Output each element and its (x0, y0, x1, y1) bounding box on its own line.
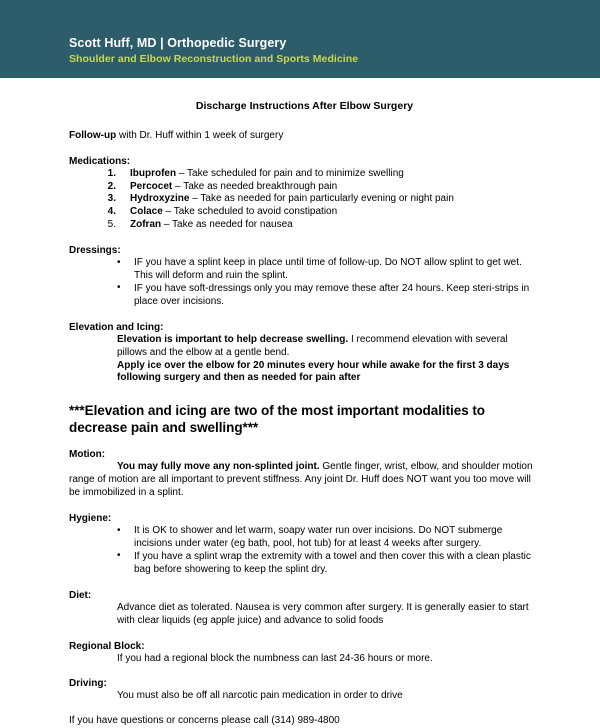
list-number: 1. (107, 167, 116, 179)
driving-body: You must also be off all narcotic pain medication in order to drive (117, 690, 403, 702)
list-item (117, 525, 540, 551)
medication-name: Ibuprofen (130, 167, 177, 179)
icing-instruction: Apply ice over the elbow for 20 minutes every hour while awake for the first 3 days following surgery and then as needed for pain after (117, 359, 510, 384)
list-item (100, 168, 540, 181)
bullet-icon: • (117, 282, 121, 294)
elevation-emphasis: Elevation is important to help decrease swelling. (117, 333, 349, 345)
elevation-icing-body (117, 334, 540, 386)
practice-specialty: Shoulder and Elbow Reconstruction and Sports Medicine (69, 53, 359, 65)
elevation-text: I recommend elevation with several pillows and the elbow at a gentle bend. (117, 333, 508, 358)
motion-emphasis: You may fully move any non-splinted joint. (117, 461, 320, 473)
list-item (117, 283, 540, 309)
practice-name: Scott Huff, MD | Orthopedic Surgery (69, 36, 287, 50)
medication-instruction: – Take scheduled to avoid constipation (162, 206, 338, 218)
section-heading-regional-block: Regional Block: (69, 640, 145, 652)
hygiene-list (69, 525, 540, 577)
callout-emphasis: ***Elevation and icing are two of the most important modalities to decrease pain and swelling*** (69, 403, 486, 436)
medication-name: Hydroxyzine (130, 193, 190, 205)
medications-list (69, 168, 540, 233)
followup-text: with Dr. Huff within 1 week of surgery (116, 130, 284, 141)
document-body (0, 78, 600, 728)
footer-contact-line: If you have questions or concerns please call (314) 989-4800 (69, 715, 340, 727)
list-item (117, 257, 540, 283)
motion-body (69, 461, 540, 500)
list-number: 5. (107, 219, 116, 231)
list-number: 3. (107, 193, 116, 205)
dressings-list (69, 257, 540, 309)
list-item-text: IF you have a splint keep in place until time of follow-up. Do NOT allow splint to get wet. This will deform and ruin the splint. (134, 257, 522, 282)
list-item-text: It is OK to shower and let warm, soapy water run over incisions. Do NOT submerge incisions under water (eg bath, pool, hot tub) for at least 4 weeks after surgery. (134, 525, 503, 549)
medication-name: Colace (130, 206, 163, 218)
list-item (100, 193, 540, 206)
section-heading-hygiene: Hygiene: (69, 513, 112, 525)
followup-line (69, 130, 540, 143)
diet-body: Advance diet as tolerated. Nausea is very common after surgery. It is generally easier to start with clear liquids (eg apple juice) and advance to solid foods (117, 601, 529, 626)
list-item (100, 181, 540, 194)
section-heading-medications: Medications: (69, 155, 131, 167)
letterhead-banner (0, 0, 600, 78)
section-heading-motion: Motion: (69, 449, 106, 461)
list-item-text: If you have a splint wrap the extremity with a towel and then cover this with a clean plastic bag before showering to keep the splint dry. (134, 550, 531, 575)
list-number: 4. (107, 206, 116, 218)
motion-text: Gentle finger, wrist, elbow, and shoulder motion range of motion are all important to prevent stiffness. Any joint Dr. Huff does NOT want you too move will be immobilized in a splint. (69, 461, 533, 499)
medication-instruction: – Take scheduled for pain and to minimize swelling (176, 167, 404, 179)
medication-instruction: – Take as needed for nausea (161, 219, 293, 231)
list-item-text: IF you have soft-dressings only you may remove these after 24 hours. Keep steri-strips in place over incisions. (134, 282, 530, 307)
list-item (100, 219, 540, 232)
medication-instruction: – Take as needed breakthrough pain (172, 180, 338, 192)
list-number: 2. (107, 180, 116, 192)
followup-label: Follow-up (69, 130, 117, 141)
regional-block-body: If you had a regional block the numbness can last 24-36 hours or more. (117, 652, 433, 664)
section-heading-driving: Driving: (69, 678, 107, 690)
list-item (100, 206, 540, 219)
section-heading-dressings: Dressings: (69, 245, 121, 257)
bullet-icon: • (117, 550, 121, 562)
medication-instruction: – Take as needed for pain particularly evening or night pain (189, 193, 454, 205)
bullet-icon: • (117, 524, 121, 536)
page-title: Discharge Instructions After Elbow Surgery (195, 100, 414, 112)
section-heading-diet: Diet: (69, 589, 92, 601)
medication-name: Zofran (130, 219, 162, 231)
list-item (117, 551, 540, 577)
section-heading-elevation-icing: Elevation and Icing: (69, 321, 164, 333)
bullet-icon: • (117, 256, 121, 268)
medication-name: Percocet (130, 180, 173, 192)
